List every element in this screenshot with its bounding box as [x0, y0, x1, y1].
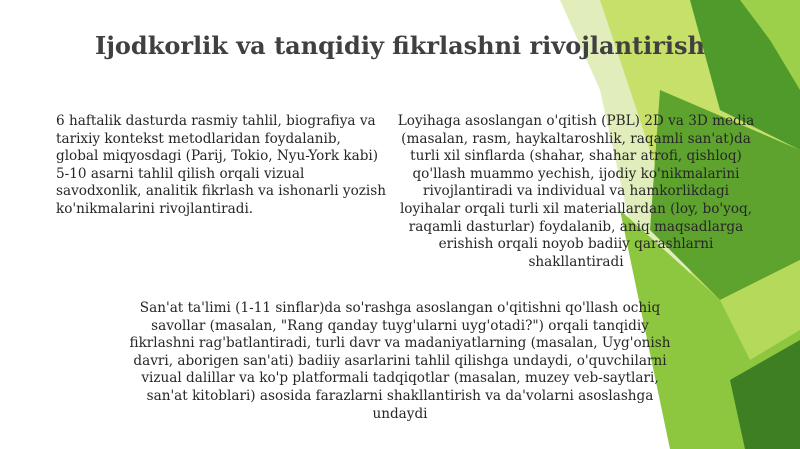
paragraph-left: 6 haftalik dasturda rasmiy tahlil, biografiya va tarixiy kontekst metodlaridan foydalanib, global miqyosdagi (Parij, Tokio, Nyu-York kabi) 5-10 asarni tahlil qilish orqali vizual savodxonlik, analitik fikrlash va ishonarli yozish ko'nikmalarini rivojlantiradi.: [56, 113, 387, 217]
slide-title: Ijodkorlik va tanqidiy fikrlashni rivojlantirish: [95, 31, 705, 60]
paragraph-bottom: San'at ta'limi (1-11 sinflar)da so'rashga asoslangan o'qitishni qo'llash ochiq savollar (masalan, "Rang qanday tuyg'ularni uyg'otadi?") orqali tanqidiy fikrlashni rag'batlantiradi, turli davr va madaniyatlarning (masalan, Uyg'onish davri, aborigen san'ati) badiiy asarlarini tahlil qilishga undaydi, o'quvchilarni vizual dalillar va ko'p platformali tadqiqotlar (masalan, muzey veb-saytlari, san'at kitoblari) asosida farazlarni shakllantirish va da'volarni asoslashga undaydi: [129, 300, 671, 422]
paragraph-right: Loyihaga asoslangan o'qitish (PBL) 2D va 3D media (masalan, rasm, haykaltaroshlik, raqamli san'at)da turli xil sinflarda (shahar, shahar atrofi, qishloq) qo'llash muammo yechish, ijodiy ko'nikmalarini rivojlantiradi va individual va hamkorlikdagi loyihalar orqali turli xil materiallardan (loy, bo'yoq, raqamli dasturlar) foydalanib, aniq maqsadlarga erishish orqali noyob badiiy qarashlarni shakllantiradi: [397, 113, 755, 270]
